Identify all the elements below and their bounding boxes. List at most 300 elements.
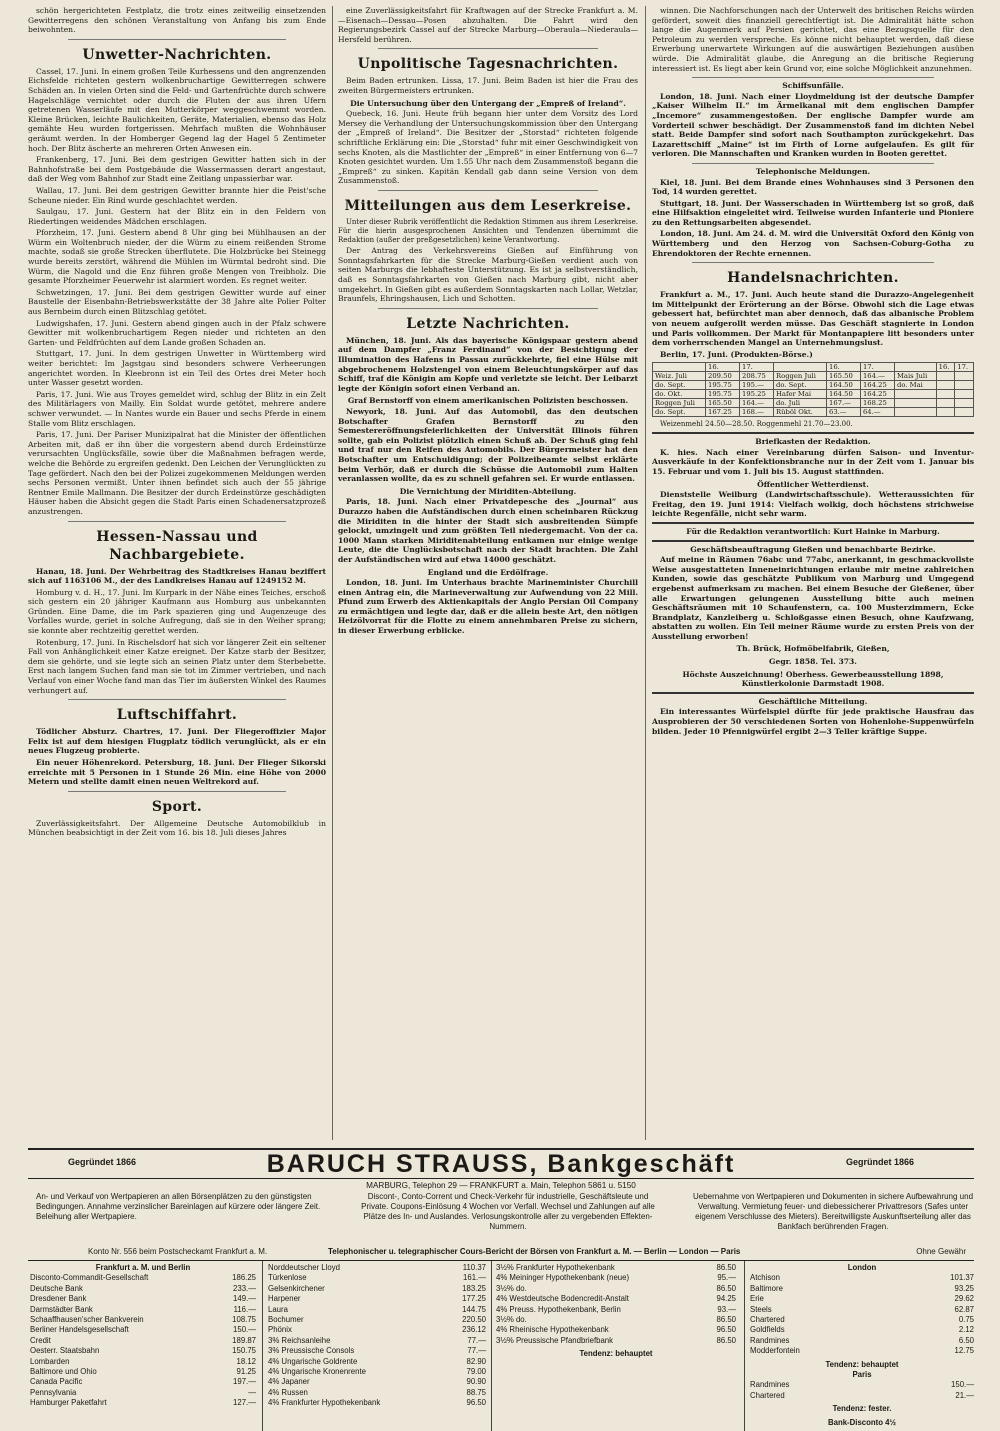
table-cell: Weiz. Juli bbox=[653, 372, 706, 381]
quote-row bbox=[750, 1315, 974, 1325]
table-cell bbox=[936, 372, 955, 381]
table-header-cell: 17. bbox=[955, 363, 974, 372]
table-cell: 165.50 bbox=[706, 399, 740, 408]
ad-address: MARBURG, Telephon 29 — FRANKFURT a. Main, Telephon 5861 u. 5150 bbox=[366, 1181, 636, 1190]
subheading: Briefkasten der Redaktion. bbox=[755, 437, 871, 447]
paragraph: Stuttgart, 18. Juni. Der Wasserschaden in Württemberg ist so groß, daß eine Hilfsaktion eingeleitet wird. Teilweise wurden Infanterie und Pioniere zu den Rettungsarbeiten abgesendet. bbox=[652, 198, 974, 227]
table-header-cell bbox=[773, 363, 826, 372]
quote-row bbox=[750, 1346, 974, 1356]
paragraph: Pforzheim, 17. Juni. Gestern abend 8 Uhr ging bei Mühlhausen an der Würm ein Woltenbruch nieder, der die Würm zu einem reißenden Strome machte, sodaß sie große Strecken überflutete. Die Holzbrücke bei Steinegg wurde bereits zerstört, während die Mühlen im Würmtal bedroht sind. Die Würm, die Nagold und die Enz führen große Mengen von Treibholz. Die gesamte Pforzheimer Feuerwehr ist alarmiert worden. Es regnet weiter. bbox=[28, 228, 326, 286]
table-row bbox=[653, 408, 974, 417]
security-name: Canada Pacific bbox=[30, 1377, 83, 1387]
security-name: 3½% do. bbox=[496, 1315, 527, 1325]
tendency-label: Tendenz: behauptet bbox=[579, 1349, 653, 1359]
table-cell: 209.50 bbox=[706, 372, 740, 381]
security-name: Bochumer bbox=[268, 1315, 304, 1325]
table-cell: 168.25 bbox=[860, 399, 894, 408]
quotes-heading: London bbox=[847, 1263, 877, 1272]
security-price: 150.— bbox=[233, 1325, 256, 1335]
paragraph: schön hergerichteten Festplatz, die trotz eines zeitweilig einsetzenden Gewitterregens den schönen Veranstaltung von Anfang bis zum Ende beiwohnten. bbox=[28, 6, 326, 35]
table-cell: 164.50 bbox=[827, 381, 861, 390]
paragraph: London, 18. Juni. Nach einer Lloydmeldung ist der deutsche Dampfer „Kaiser Wilhelm II.“ im Ärmelkanal mit dem englischen Dampfer „Incemore“ zusammengestoßen. Der englische Dampfer wurde am Vorderteil schwer beschädigt. Der Zusammenstoß fand im dichten Nebel statt. Beide Dampfer sind sofort nach Southampton zurückgekehrt. Das Lazarettschiff „Maine“ ist im Firth of Lorne aufgelaufen. Es gilt für verloren. Die Mannschaften und Kranken wurden in Booten gerettet. bbox=[652, 91, 974, 159]
separator bbox=[652, 522, 974, 524]
table-cell: 208.75 bbox=[740, 372, 774, 381]
security-name: 4% Meininger Hypothekenbank (neue) bbox=[496, 1273, 630, 1283]
security-name: Steels bbox=[750, 1304, 772, 1314]
quote-row bbox=[30, 1294, 256, 1304]
quotes-frankfurt-berlin bbox=[30, 1263, 256, 1409]
security-price: 95.— bbox=[717, 1273, 736, 1283]
quote-row bbox=[750, 1380, 974, 1390]
security-name: Disconto-Commandit-Gesellschaft bbox=[30, 1273, 149, 1283]
paragraph: Schwetzingen, 17. Juni. Bei dem gestrigen Gewitter wurde auf einer Baustelle der Eisenbahn-Betriebswerkstätte der 38 Jahre alte Polier Polter aus Bernbeim durch einen Blitzschlag getötet. bbox=[28, 287, 326, 317]
security-price: 62.87 bbox=[954, 1304, 974, 1314]
subheading: Die Vernichtung der Miriditen-Abteilung. bbox=[399, 486, 577, 496]
quote-row bbox=[30, 1336, 256, 1346]
table-cell: 64.— bbox=[860, 408, 894, 417]
quote-row bbox=[750, 1294, 974, 1304]
security-price: 186.25 bbox=[232, 1273, 256, 1283]
table-header-cell: 17. bbox=[860, 363, 894, 372]
subheading: Geschäftliche Mitteilung. bbox=[758, 696, 868, 706]
security-name: Lombarden bbox=[30, 1356, 70, 1366]
konto-number: Konto Nr. 556 beim Postscheckamt Frankfurt a. M. bbox=[88, 1247, 268, 1256]
security-price: 116.— bbox=[233, 1304, 256, 1314]
table-cell: do. Sept. bbox=[653, 381, 706, 390]
paragraph: Cassel, 17. Juni. In einem großen Teile Kurhessens und den angrenzenden Eichsfelde richteten gestern wolkenbruchartige Gewitterregen schwere Schäden an. In vielen Orten sind die Feld- und Gartenfrüchte durch schwere Hagelschläge vernichtet oder durch die Fluten der aus ihren Ufern getretenen Wasserläufe mit den Mutterkörper weggeschwemmt worden. Kleine Brücken, leichte Baulichkeiten, Geräte, Materialien, ebenso das Holz gemähte Heu wurden fortgerissen. Mehrfach mußten die Wohnhäuser geräumt werden. In der Homberger Gegend lag der Hagel 5 Zentimeter hoch. Der Blitz äscherte an mehreren Orten Anwesen ein. bbox=[28, 66, 326, 153]
table-cell: 167.— bbox=[827, 399, 861, 408]
table-row bbox=[653, 399, 974, 408]
paragraph: Quebeck, 16. Juni. Heute früh begann hier unter dem Vorsitz des Lord Mersey die Verhandlung der Untersuchungskommission über den Untergang der „Empreß of Ireland“. Die Besitzer der „Storstad“ richteten folgende schriftliche Erklärung ein: Die „Storstad“ fuhr mit einer Geschwindigkeit von sechs Knoten, als die Mastlichter der „Empreß“ in einer Entfernung von 6—7 Knoten gesichtet wurden. Um 1.55 Uhr nach dem Zusammenstoß begann die „Empreß“ zu sinken. Kapitän Kendall gab dann seine Version von dem Zusammenstoß. bbox=[338, 109, 638, 186]
quote-row bbox=[268, 1325, 486, 1335]
security-price: 233.— bbox=[233, 1283, 256, 1293]
security-name: Laura bbox=[268, 1304, 288, 1314]
services-middle: Discont-, Conto-Corrent und Check-Verkehr für industrielle, Geschäftsleute und Private. Coupons-Einlösung 4 Wochen vor Verfall. Wechsel und Zahlungen auf alle Plätze des In- und Auslandes. Verlosungskontrolle aller zu vergebenden Effekten-Nummern. bbox=[361, 1192, 655, 1231]
subheading: Telephonische Meldungen. bbox=[755, 166, 871, 176]
table-cell bbox=[894, 390, 936, 399]
paragraph: Homburg v. d. H., 17. Juni. Im Kurpark in der Nähe eines Teiches, erschoß sich gestern ein 20 jähriger Kaufmann aus Homburg aus unbekannten Gründen. Eine Dame, die im Park spazieren ging und Augenzeuge des Vorfalles wurde, geriet in solche Aufregung, daß sie in den Weiher sprang; sie konnte aber rechtzeitig gerettet werden. bbox=[28, 587, 326, 636]
security-name: Atchison bbox=[750, 1273, 780, 1283]
services-right: Uebernahme von Wertpapieren und Dokumenten in sichere Aufbewahrung und Verwaltung. Vermietung feuer- und diebessicherer Privattresors (Safes unter eigenem Verschlusse des Mieters). Bereitwilligste Auskunftserteilung aller das Bankfach berührenden Fragen. bbox=[692, 1192, 974, 1231]
table-cell: 167.25 bbox=[706, 408, 740, 417]
security-name: Türkenlose bbox=[268, 1273, 307, 1283]
quote-row bbox=[30, 1284, 256, 1294]
table-cell: 168.— bbox=[740, 408, 774, 417]
subheading: Schiffsunfälle. bbox=[782, 81, 844, 91]
section-heading: Mitteilungen aus dem Leserkreise. bbox=[344, 197, 632, 214]
security-name: 3% Preussische Consols bbox=[268, 1346, 355, 1356]
table-cell: Roggen Juli bbox=[773, 372, 826, 381]
section-heading: Unpolitische Tagesnachrichten. bbox=[357, 56, 619, 73]
subheading: Geschäftsbeauftragung Gießen und benachbarte Bezirke. bbox=[690, 544, 936, 554]
paragraph: Dienststelle Weilburg (Landwirtschaftsschule). Wetteraussichten für Freitag, den 19. Juni 1914: Vielfach wolkig, doch höchstens strichweise leichte Regenfälle, nicht sehr warm. bbox=[652, 490, 974, 519]
table-cell bbox=[955, 399, 974, 408]
quote-row bbox=[30, 1357, 256, 1367]
table-cell bbox=[955, 381, 974, 390]
quote-row bbox=[496, 1305, 736, 1315]
security-name: Gelsenkirchener bbox=[268, 1283, 325, 1293]
security-price: 94.25 bbox=[716, 1294, 736, 1304]
paragraph: eine Zuverlässigkeitsfahrt für Kraftwagen auf der Strecke Frankfurt a. M.—Eisenach—Dessau—Posen abzuhalten. Die Fahrt wird den Regierungsbezirk Cassel auf der Strecke Marburg—Oberaula—Niederaula—Hersfeld berühren. bbox=[338, 6, 638, 44]
column-1 bbox=[28, 6, 326, 1144]
paragraph: Frankenberg, 17. Juni. Bei dem gestrigen Gewitter hatten sich in der Bahnhofstraße bei dem Postgebäude die Wassermassen derart angestaut, daß der Weg vom Bahnhof zur Stadt eine Zeitlang unpassierbar war. bbox=[28, 155, 326, 184]
quote-row bbox=[750, 1273, 974, 1283]
section-heading: Handelsnachrichten. bbox=[727, 270, 899, 287]
security-price: 88.75 bbox=[466, 1387, 486, 1397]
security-price: 177.25 bbox=[462, 1294, 486, 1304]
founded-label: Gegründet 1866 bbox=[68, 1157, 137, 1167]
table-cell: 164.25 bbox=[860, 381, 894, 390]
table-cell: 195.25 bbox=[740, 390, 774, 399]
table-title: Berlin, 17. Juni. (Produkten-Börse.) bbox=[660, 349, 813, 359]
security-name: Baltimore bbox=[750, 1283, 783, 1293]
security-price: 101.37 bbox=[950, 1273, 974, 1283]
quote-row bbox=[750, 1305, 974, 1315]
security-name: Goldfields bbox=[750, 1325, 785, 1335]
table-header-cell: 16. bbox=[706, 363, 740, 372]
separator bbox=[692, 77, 934, 78]
security-price: 86.50 bbox=[716, 1335, 736, 1345]
security-name: Credit bbox=[30, 1335, 51, 1345]
bank-discount-rate: Bank-Disconto 4½ bbox=[827, 1417, 897, 1427]
security-price: 150.— bbox=[951, 1380, 974, 1390]
services-left: An- und Verkauf von Wertpapieren an allen Börsenplätzen zu den günstigsten Bedingungen. Annahme verzinslicher Bareinlagen auf kürzere oder längere Zeit. Beleihung aller Wertpapiere. bbox=[36, 1192, 321, 1221]
table-cell: 165.50 bbox=[827, 372, 861, 381]
table-header-cell bbox=[653, 363, 706, 372]
table-cell bbox=[936, 399, 955, 408]
security-price: 161.— bbox=[463, 1273, 486, 1283]
quote-row bbox=[496, 1263, 736, 1273]
security-name: Baltimore und Ohio bbox=[30, 1367, 97, 1377]
quote-row bbox=[30, 1398, 256, 1408]
table-cell: 63.— bbox=[827, 408, 861, 417]
security-price: 189.87 bbox=[232, 1335, 256, 1345]
paragraph: Paris, 18. Juni. Nach einer Privatdepesche des „Journal“ aus Durazzo haben die Aufständischen durch einen scheinbaren Rückzug die Miriditen in die hinter der Stadt sich ausbreitenden Sümpfe gelockt, umzingelt und zum größten Teil niedergemacht. Von der ca. 1000 Mann starken Miriditenabteilung entkamen nur einige wenige Leute, die die Unglücksbotschaft nach der Stadt brachten. Die Zahl der Aufständischen wird auf etwa 14000 geschätzt. bbox=[338, 497, 638, 564]
separator bbox=[68, 39, 286, 40]
quote-row bbox=[496, 1315, 736, 1325]
column-rule bbox=[491, 1261, 492, 1431]
quote-row bbox=[30, 1273, 256, 1283]
quote-row bbox=[268, 1357, 486, 1367]
quote-row bbox=[268, 1294, 486, 1304]
separator bbox=[68, 699, 286, 700]
section-heading: Letzte Nachrichten. bbox=[406, 315, 570, 332]
security-price: 110.37 bbox=[462, 1263, 486, 1272]
table-row bbox=[653, 372, 974, 381]
security-name: 4% Ungarische Goldrente bbox=[268, 1356, 358, 1366]
paragraph: Zuverlässigkeitsfahrt. Der Allgemeine Deutsche Automobilklub in München beabsichtigt in der Zeit vom 16. bis 18. Juli dieses Jahres bbox=[28, 818, 326, 838]
table-cell: do. Sept. bbox=[773, 381, 826, 390]
quote-row bbox=[268, 1377, 486, 1387]
security-price: 2.12 bbox=[958, 1325, 974, 1335]
security-price: 150.75 bbox=[232, 1346, 256, 1356]
quote-row bbox=[268, 1305, 486, 1315]
advertiser-name: Th. Brück, Hofmöbelfabrik, Gießen, bbox=[736, 644, 890, 654]
separator bbox=[378, 190, 598, 191]
paragraph: Paris, 17. Juni. Der Pariser Munizipalrat hat die Minister der öffentlichen Arbeiten mit, daß er ihn über die vorgestern abend durch Erdeinstürze verursachten Unglücksfälle, sowie über die Maßnahmen befragen werde, welche die Behörde zu ergreifen gedenkt. Den Leichen der Verunglückten zu Tage gefördert. Nach den bei der Polizei zugekommenen Meldungen werden sechs Personen vermißt. Unter ihnen befindet sich auch der 55 jährige Rentner Emile Mallmann. Die Besitzer der durch Erdeinstürze geschädigten Häuser haben die Absicht gegen die Stadt Paris einen Schadenersatzprozeß anzustrengen. bbox=[28, 430, 326, 516]
quote-row bbox=[30, 1325, 256, 1335]
quotes-column-2 bbox=[268, 1263, 486, 1409]
ad-konto-line bbox=[28, 1246, 974, 1261]
table-cell: do. Juli bbox=[773, 399, 826, 408]
security-name: Modderfontein bbox=[750, 1346, 800, 1356]
paragraph: London, 18. Juni. Im Unterhaus brachte Marineminister Churchill einen Antrag ein, die Marineverwaltung zur Aufwendung von 22 Mill. Pfund zum Erwerb des Aktienkapitals der Anglo Persian Oil Company zu ermächtigen und legte dar, daß er die allein beste Art, den nötigen Heizölvorrat für die Flotte zu einem annehmbaren Preise zu sichern, in dieser Erwerbung erblicke. bbox=[338, 578, 638, 636]
security-price: 12.75 bbox=[954, 1346, 974, 1356]
table-cell: Rüböl Okt. bbox=[773, 408, 826, 417]
table-cell: 195.— bbox=[740, 381, 774, 390]
security-price: 6.50 bbox=[958, 1335, 974, 1345]
separator bbox=[652, 540, 974, 542]
table-cell bbox=[955, 390, 974, 399]
security-name: Schaaffhausen'scher Bankverein bbox=[30, 1315, 144, 1325]
paragraph: Ein neuer Höhenrekord. Petersburg, 18. Juni. Der Flieger Sikorski erreichte mit 5 Personen in 1 Stunde 26 Min. eine Höhe von 2000 Metern und stellte damit einen neuen Weltrekord auf. bbox=[28, 758, 326, 787]
security-price: 93.25 bbox=[954, 1283, 974, 1293]
table-cell bbox=[894, 408, 936, 417]
tendency-label: Tendenz: fester. bbox=[832, 1404, 892, 1414]
paragraph: Hanau, 18. Juni. Der Wehrbeitrag des Stadtkreises Hanau beziffert sich auf 1163106 M., der des Landkreises Hanau auf 1249152 M. bbox=[28, 566, 326, 586]
subheading: Öffentlicher Wetterdienst. bbox=[757, 479, 869, 489]
paragraph: Rotenburg, 17. Juni. In Rischelsdorf hat sich vor längerer Zeit ein seltener Fall von Anhänglichkeit einer Katze ereignet. Der Katze starb der Besitzer, dem sie gehörte, und sie legte sich an seinen Platz unter dem Sterbebette. Erst nach langem Suchen fand man sie tot im Zimmer vertrieben, und nach Verlauf von einer Woche fand man das Tier im äußersten Winkel des Raumes verhungert auf. bbox=[28, 637, 326, 695]
security-price: 79.00 bbox=[466, 1367, 486, 1377]
advertiser-award: Höchste Auszeichnung! Oberhess. Gewerbeausstellung 1898, Künstlerkolonie Darmstadt 1908. bbox=[682, 669, 944, 689]
table-cell: do. Mai bbox=[894, 381, 936, 390]
table-cell: 164.— bbox=[740, 399, 774, 408]
quote-row bbox=[268, 1315, 486, 1325]
column-rule bbox=[645, 6, 646, 1140]
section-heading: Sport. bbox=[151, 798, 203, 815]
security-name: Phönix bbox=[268, 1325, 292, 1335]
quote-row bbox=[496, 1284, 736, 1294]
security-name: 4% Russen bbox=[268, 1387, 308, 1397]
ad-title: BARUCH STRAUSS, Bankgeschäft bbox=[266, 1150, 736, 1178]
table-header-cell: 16. bbox=[936, 363, 955, 372]
security-name: Hamburger Paketfahrt bbox=[30, 1398, 107, 1408]
paragraph: K. hies. Nach einer Vereinbarung dürfen Saison- und Inventur-Ausverkäufe in der Konfektionsbranche nur in der Zeit vom 1. Januar bis 15. Februar und vom 1. Juli bis 15. August stattfinden. bbox=[652, 447, 974, 476]
paragraph: London, 18. Juni. Am 24. d. M. wird die Universität Oxford den König von Württemberg und den Herzog von Sachsen-Coburg-Gotha zu Ehrendoktoren der Rechte ernennen. bbox=[652, 229, 974, 258]
quote-row bbox=[30, 1346, 256, 1356]
paragraph: Tödlicher Absturz. Chartres, 17. Juni. Der Fliegeroffizier Major Felix ist auf dem hiesigen Flugplatz tödlich verunglückt, als er ein neues Flugzeug probierte. bbox=[28, 727, 326, 756]
security-price: 127.— bbox=[233, 1398, 256, 1408]
ad-header bbox=[28, 1148, 974, 1179]
quote-row bbox=[496, 1325, 736, 1335]
table-cell bbox=[936, 408, 955, 417]
quote-row bbox=[268, 1263, 486, 1273]
security-price: 91.25 bbox=[236, 1367, 256, 1377]
paragraph: München, 18. Juni. Als das bayerische Königspaar gestern abend auf dem Dampfer „Franz Ferdinand“ von der Besichtigung der Illumination des Hafens in Passau zurückkehrte, fiel eine Hülse mit abgebrochenem Holzstengel von einem Beleuchtungskörper auf das Schiff, traf die Königin am Kopfe und verletzte sie leicht. Der Leibarzt legte der Königin sofort einen Verband an. bbox=[338, 335, 638, 393]
security-name: Pennsylvania bbox=[30, 1387, 77, 1397]
quote-row bbox=[268, 1367, 486, 1377]
security-price: — bbox=[248, 1387, 256, 1397]
quote-row bbox=[30, 1315, 256, 1325]
section-heading: Unwetter-Nachrichten. bbox=[82, 46, 272, 63]
subheading: Die Untersuchung über den Untergang der „Empreß of Ireland“. bbox=[350, 98, 626, 108]
quote-row bbox=[496, 1336, 736, 1346]
table-cell: Mais Juli bbox=[894, 372, 936, 381]
security-price: 77.— bbox=[467, 1346, 486, 1356]
quotes-column-3 bbox=[496, 1263, 736, 1360]
quote-row bbox=[268, 1273, 486, 1283]
quote-row bbox=[30, 1367, 256, 1377]
paragraph: Stuttgart, 17. Juni. In dem gestrigen Unwetter in Württemberg wird weiter berichtet: Im Jagstgau sind besonders schwere Verheerungen angerichtet worden. In Kleebronn ist ein Teil des Ortes drei Meter hoch unter Wasser gesetzt worden. bbox=[28, 349, 326, 388]
security-name: Dresdener Bank bbox=[30, 1294, 87, 1304]
quote-row bbox=[268, 1336, 486, 1346]
table-cell: 195.75 bbox=[706, 390, 740, 399]
quote-row bbox=[30, 1388, 256, 1398]
security-price: 29.62 bbox=[954, 1294, 974, 1304]
quote-row bbox=[496, 1294, 736, 1304]
security-name: 3½% Preussische Pfandbriefbank bbox=[496, 1335, 614, 1345]
security-name: Randmines bbox=[750, 1335, 790, 1345]
security-name: Darmstädter Bank bbox=[30, 1304, 93, 1314]
quote-row bbox=[750, 1284, 974, 1294]
table-cell: do. Okt. bbox=[653, 390, 706, 399]
paragraph: Der Antrag des Verkehrsvereins Gießen auf Einführung von Sonntagsfahrkarten für die Strecke Marburg-Gießen verdient auch von seiten Marburgs die lebhafteste Unterstützung. Es ist ja selbstverständlich, daß es Sonntagsfahrkarten von Gießen nach Marburg gibt, nicht aber umgekehrt. In Gießen gibt es außerdem Sonntagskarten nach Lollar, Wetzlar, Braunfels, Ehringshausen, Lich und Schotten. bbox=[338, 246, 638, 304]
security-name: Harpener bbox=[268, 1294, 301, 1304]
subheading: Graf Bernstorff von einem amerikanischen Polizisten beschossen. bbox=[347, 396, 629, 406]
security-price: 18.12 bbox=[236, 1356, 256, 1366]
quote-row bbox=[750, 1325, 974, 1335]
separator bbox=[68, 521, 286, 522]
ad-services bbox=[28, 1190, 974, 1246]
quote-row bbox=[750, 1336, 974, 1346]
table-cell bbox=[955, 372, 974, 381]
table-cell bbox=[936, 381, 955, 390]
security-price: 96.50 bbox=[466, 1398, 486, 1408]
table-header-cell bbox=[894, 363, 936, 372]
paragraph: Newyork, 18. Juni. Auf das Automobil, das den deutschen Botschafter Grafen Bernstorff zu den Semestereröffnungsfeierlichkeiten der Universität Illinois führen sollte, gab ein Polizist plötzlich einen Schuß ab. Der Schuß ging fehl und traf nur den Reifen des Automobils. Der Bürgermeister hat den Botschafter um Entschuldigung; der Polizeibeamte selbst erklärte beim Verhör, daß er durch die Schüsse die Automobil zum Halten veranlassen wollte, da es zu schnell gefahren sei. Er wurde entlassen. bbox=[338, 407, 638, 484]
separator bbox=[378, 48, 598, 49]
security-price: 77.— bbox=[467, 1335, 486, 1345]
security-name: Randmines bbox=[750, 1380, 790, 1390]
quotes-heading: Paris bbox=[852, 1370, 872, 1380]
column-rule bbox=[744, 1261, 745, 1431]
produkten-boerse-table bbox=[652, 362, 974, 417]
security-name: 4% Preuss. Hypothekenbank, Berlin bbox=[496, 1304, 621, 1314]
quote-row bbox=[268, 1398, 486, 1408]
security-name: 4% Ungarische Kronenrente bbox=[268, 1367, 366, 1377]
no-guarantee: Ohne Gewähr bbox=[916, 1247, 966, 1256]
quote-row bbox=[268, 1388, 486, 1398]
stock-quotes bbox=[28, 1261, 974, 1431]
table-header-cell: 16. bbox=[827, 363, 861, 372]
bank-advertisement bbox=[28, 1148, 974, 1427]
paragraph: Saulgau, 17. Juni. Gestern hat der Blitz ein in den Feldern von Riedertingen weidendes Mädchen erschlagen. bbox=[28, 207, 326, 226]
table-cell: 164.— bbox=[860, 372, 894, 381]
table-row bbox=[653, 381, 974, 390]
table-cell: Roggen Juli bbox=[653, 399, 706, 408]
table-cell: 195.75 bbox=[706, 381, 740, 390]
separator bbox=[652, 432, 974, 434]
table-cell: do. Sept. bbox=[653, 408, 706, 417]
security-price: 0.75 bbox=[958, 1315, 974, 1325]
separator bbox=[652, 692, 974, 694]
table-row bbox=[653, 390, 974, 399]
security-name: 4% Westdeutsche Bodencredit-Anstalt bbox=[496, 1294, 629, 1304]
security-name: Deutsche Bank bbox=[30, 1283, 83, 1293]
security-price: 86.50 bbox=[716, 1263, 736, 1272]
quote-row bbox=[268, 1346, 486, 1356]
paragraph: Weizenmehl 24.50—28.50. Roggenmehl 21.70—23.00. bbox=[660, 420, 853, 429]
quote-row bbox=[30, 1305, 256, 1315]
security-name: 4% Japaner bbox=[268, 1377, 310, 1387]
security-name: 3½% do. bbox=[496, 1283, 527, 1293]
advertiser-info: Gegr. 1858. Tel. 373. bbox=[769, 657, 857, 667]
security-price: 93.— bbox=[717, 1304, 736, 1314]
security-price: 183.25 bbox=[462, 1283, 486, 1293]
security-name: Oesterr. Staatsbahn bbox=[30, 1346, 100, 1356]
security-price: 96.50 bbox=[716, 1325, 736, 1335]
paragraph: Beim Baden ertrunken. Lissa, 17. Juni. Beim Baden ist hier die Frau des zweiten Bürgermeisters ertrunken. bbox=[338, 76, 638, 95]
separator bbox=[68, 791, 286, 792]
security-price: 21.— bbox=[955, 1390, 974, 1400]
security-name: Erie bbox=[750, 1294, 764, 1304]
quotes-heading: Frankfurt a. M. und Berlin bbox=[95, 1263, 191, 1272]
tendency-label: Tendenz: behauptet bbox=[825, 1359, 899, 1369]
security-price: 108.75 bbox=[232, 1315, 256, 1325]
paragraph: Wallau, 17. Juni. Bei dem gestrigen Gewitter brannte hier die Peist'sche Scheune nieder. Ein Rind wurde geschlachtet werden. bbox=[28, 185, 326, 205]
table-header-cell: 17. bbox=[740, 363, 774, 372]
paragraph: Ein interessantes Würfelspiel dürfte für jede praktische Hausfrau das Ausprobieren der 50 verschiedenen Sorten von Hohenlohe-Suppenwürfeln bilden. Jeder 10 Pfennigwürfel ergibt 2—3 Teller kräftige Suppe. bbox=[652, 707, 974, 736]
security-name: Chartered bbox=[750, 1315, 785, 1325]
security-name: Norddeutscher Lloyd bbox=[268, 1263, 340, 1272]
security-name: 4% Rheinische Hypothekenbank bbox=[496, 1325, 609, 1335]
security-price: 197.— bbox=[233, 1377, 256, 1387]
paragraph: Unter dieser Rubrik veröffentlicht die Redaktion Stimmen aus ihrem Leserkreise. Für die hierin ausgesprochenen Ansichten und Tendenzen übernimmt die Redaktion (außer der preßgesetzlichen) keine Verantwortung. bbox=[338, 217, 638, 244]
quote-row bbox=[30, 1377, 256, 1387]
course-report-label: Telephonischer u. telegraphischer Cours-Bericht der Börsen von Frankfurt a. M. — Berlin — London — Paris bbox=[328, 1247, 741, 1256]
credit-line: Für die Redaktion verantwortlich: Kurt Hainke in Marburg. bbox=[686, 526, 940, 536]
paragraph: Frankfurt a. M., 17. Juni. Auch heute stand die Durazzo-Angelegenheit im Mittelpunkt der Erörterung an der Börse. Obwohl sich die Lage etwas gebessert hat, befürchtet man aber dennoch, daß das albanische Problem von neuem aufgerollt werden müsse. Das Geschäft stagnierte in London und Paris vollkommen. Der Markt für Montanpapiere litt besonders unter dem vorherrschenden Mangel an Unternehmungslust. bbox=[652, 290, 974, 348]
quotes-london-paris bbox=[750, 1263, 974, 1428]
section-heading: Hessen-Nassau und Nachbargebiete. bbox=[96, 528, 258, 563]
security-price: 149.— bbox=[233, 1294, 256, 1304]
table-cell: Hafer Mai bbox=[773, 390, 826, 399]
column-2 bbox=[338, 6, 638, 1144]
subheading: England und die Erdölfrage. bbox=[427, 567, 549, 577]
paragraph: winnen. Die Nachforschungen nach der Unterwelt des britischen Reichs würden gefördert, soweit dies finanziell gerechtfertigt ist. Die Admiralität hätte schon lange die Augenmerk auf Persien gerichtet, das eine Bezugsquelle für den Petroleum zu werden verspreche. Es könne nicht behauptet werden, daß diese Erwerbung unerwartete Wirkungen auf die auswärtigen Beziehungen ausüben würde. Die Admiralität glaube, die Anregung an die britische Regierung interessiert ist. Es liegt aber kein Grund vor, eine solche Möglichkeit anzunehmen. bbox=[652, 6, 974, 73]
security-name: Berliner Handelsgesellschaft bbox=[30, 1325, 129, 1335]
separator bbox=[378, 308, 598, 309]
security-price: 144.75 bbox=[462, 1304, 486, 1314]
column-rule bbox=[262, 1261, 263, 1431]
paragraph: Auf meine in Räumen 76abc und 77abc, anerkannt, in geschmackvollste Weise ausgestatteten Inneneinrichtungen erlaube mir meine zahlreichen Kunden, sowie das geschätzte Publikum von Marburg und Umgegend ergebenst aufmerksam zu machen. Bei einem Besuche der Gießener, über alle Erwartungen gelungenen Ausstellung bitte auch meinen Geschäftsräumen mit 10 Schaufenstern, ca. 100 Musterzimmern, Ecke Brandplatz, Kanzleiberg u. Schloßgasse einen Besuch, ohne Kaufzwang, abstatten zu wollen. Ein Teil meiner Räume wurde zu ersten Preis von der Ausstellung erworben! bbox=[652, 555, 974, 641]
column-rule bbox=[332, 6, 333, 1140]
founded-label: Gegründet 1866 bbox=[845, 1157, 914, 1167]
security-name: 4% Frankfurter Hypothekenbank bbox=[268, 1398, 381, 1408]
section-heading: Luftschiffahrt. bbox=[116, 707, 238, 724]
security-price: 236.12 bbox=[462, 1325, 486, 1335]
security-name: Chartered bbox=[750, 1390, 785, 1400]
table-cell: 164.50 bbox=[827, 390, 861, 399]
security-price: 82.90 bbox=[466, 1356, 486, 1366]
paragraph: Paris, 17. Juni. Wie aus Troyes gemeldet wird, schlug der Blitz in ein Zelt des Militärlagers von Mailly. Ein Soldat wurde getötet, mehrere andere schwer verwundet. — In Nantes wurde ein Bauer und sechs Pferde in einem Stalle vom Blitz erschlagen. bbox=[28, 389, 326, 428]
table-cell bbox=[955, 408, 974, 417]
security-price: 90.90 bbox=[466, 1377, 486, 1387]
security-price: 220.50 bbox=[462, 1315, 486, 1325]
security-price: 86.50 bbox=[716, 1283, 736, 1293]
table-cell: 164.25 bbox=[860, 390, 894, 399]
security-name: 3½% Frankfurter Hypothekenbank bbox=[496, 1263, 615, 1272]
quote-row bbox=[750, 1391, 974, 1401]
quote-row bbox=[496, 1273, 736, 1283]
security-price: 86.50 bbox=[716, 1315, 736, 1325]
table-header-row bbox=[653, 363, 974, 372]
paragraph: Kiel, 18. Juni. Bei dem Brande eines Wohnhauses sind 3 Personen den Tod, 14 wurden gerettet. bbox=[652, 177, 974, 197]
quote-row bbox=[268, 1284, 486, 1294]
table-cell bbox=[936, 390, 955, 399]
table-cell bbox=[894, 399, 936, 408]
separator bbox=[692, 163, 934, 164]
